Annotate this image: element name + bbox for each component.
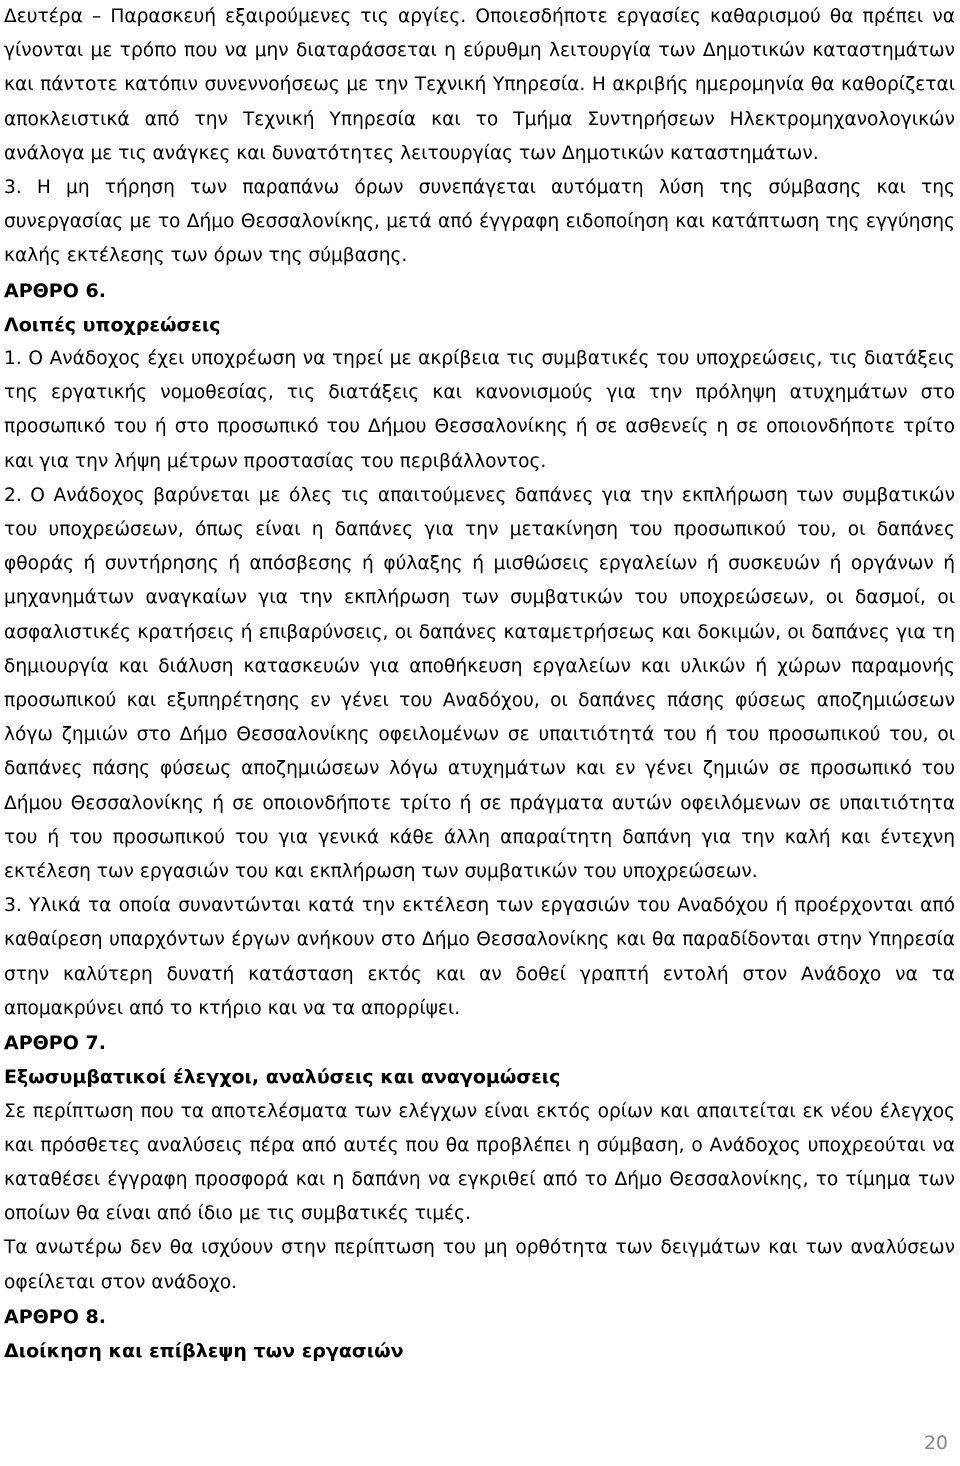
article-6-subtitle: Λοιπές υποχρεώσεις	[4, 313, 221, 336]
article-7-title: ΑΡΘΡΟ 7.	[4, 1032, 106, 1055]
article-8-title: ΑΡΘΡΟ 8.	[4, 1305, 106, 1328]
paragraph-sample-correctness: Τα ανωτέρω δεν θα ισχύουν στην περίπτωση του μη ορθότητα των δειγμάτων και των αναλύσεων οφείλεται στον ανάδοχο.	[4, 1237, 955, 1293]
paragraph-obligations-3: 3. Υλικά τα οποία συναντώνται κατά την εκτέλεση των εργασιών του Αναδόχου ή προέρχονται από καθαίρεση υπαρχόντων έργων ανήκουν στο Δήμο Θεσσαλονίκης και θα παραδίδονται στην Υπηρεσία στην καλύτερη δυνατή κατάσταση εκτός και αν δοθεί γραπτή εντολή στον Ανάδοχο να τα απομακρύνει από το κτήριο και να τα απορρίψει.	[4, 895, 955, 1019]
paragraph-obligations-2: 2. Ο Ανάδοχος βαρύνεται με όλες τις απαιτούμενες δαπάνες για την εκπλήρωση των συμβατικών του υποχρεώσεων, όπως είναι η δαπάνες για την μετακίνηση του προσωπικού του, οι δαπάνες φθοράς ή συντήρησης ή απόσβεσης ή φύλαξης ή μισθώσεις εργαλείων ή συσκευών ή οργάνων ή μηχανημάτων αναγκαίων για την εκπλήρωση των συμβατικών του υποχρεώσεων, οι δασμοί, οι ασφαλιστικές κρατήσεις ή επιβαρύνσεις, οι δαπάνες καταμετρήσεως και δοκιμών, οι δαπάνες για τη δημιουργία και διάλυση κατασκευών για αποθήκευση εργαλείων και υλικών ή χώρων παραμονής προσωπικού και εξυπηρέτησης εν γένει του Αναδόχου, οι δαπάνες πάσης φύσεως αποζημιώσεων λόγω ζημιών στο Δήμο Θεσσαλονίκης οφειλομένων σε υπαιτιότητά του ή του προσωπικού του, οι δαπάνες πάσης φύσεως αποζημιώσεων λόγω ατυχημάτων και εν γένει ζημιών σε προσωπικό του Δήμου Θεσσαλονίκης ή σε οποιονδήποτε τρίτο ή σε πράγματα αυτών οφειλόμενων σε υπαιτιότητα του ή του προσωπικού του για γενικά κάθε άλλη απαραίτητη δαπάνη για την καλή και έντεχνη εκτέλεση των εργασιών του και εκπλήρωση των συμβατικών του υποχρεώσεων.	[4, 484, 955, 883]
article-8-subtitle: Διοίκηση και επίβλεψη των εργασιών	[4, 1339, 404, 1362]
document-page	[4, 0, 955, 1368]
article-7-subtitle: Εξωσυμβατικοί έλεγχοι, αναλύσεις και αναγομώσεις	[4, 1066, 561, 1089]
article-6-title: ΑΡΘΡΟ 6.	[4, 279, 106, 302]
paragraph-cleaning-schedule: Δευτέρα – Παρασκευή εξαιρούμενες τις αργίες. Οποιεσδήποτε εργασίες καθαρισμού θα πρέπει να γίνονται με τρόπο που να μην διαταράσσεται η εύρυθμη λειτουργία των Δημοτικών καταστημάτων και πάντοτε κατόπιν συνεννοήσεως με την Τεχνική Υπηρεσία. Η ακριβής ημερομηνία θα καθορίζεται αποκλειστικά από την Τεχνική Υπηρεσία και το Τμήμα Συντηρήσεων Ηλεκτρομηχανολογικών ανάλογα με τις ανάγκες και δυνατότητες λειτουργίας των Δημοτικών καταστημάτων.	[4, 6, 955, 164]
paragraph-extra-inspections: Σε περίπτωση που τα αποτελέσματα των ελέγχων είναι εκτός ορίων και απαιτείται εκ νέου έλεγχος και πρόσθετες αναλύσεις πέρα από αυτές που θα προβλέπει η σύμβαση, ο Ανάδοχος υποχρεούται να καταθέσει έγγραφη προσφορά και η δαπάνη να εγκριθεί από το Δήμο Θεσσαλονίκης, το τίμημα των οποίων θα είναι από ίδιο με τις συμβατικές τιμές.	[4, 1100, 955, 1225]
paragraph-obligations-1: 1. Ο Ανάδοχος έχει υποχρέωση να τηρεί με ακρίβεια τις συμβατικές του υποχρεώσεις, τις διατάξεις της εργατικής νομοθεσίας, τις διατάξεις και κανονισμούς για την πρόληψη ατυχημάτων στο προσωπικό του ή στο προσωπικό του Δήμου Θεσσαλονίκης ή σε ασθενείς η σε οποιονδήποτε τρίτο και για την λήψη μέτρων προστασίας του περιβάλλοντος.	[4, 348, 955, 472]
paragraph-termination-clause: 3. Η μη τήρηση των παραπάνω όρων συνεπάγεται αυτόματη λύση της σύμβασης και της συνεργασίας με το Δήμο Θεσσαλονίκης, μετά από έγγραφη ειδοποίηση και κατάπτωση της εγγύησης καλής εκτέλεσης των όρων της σύμβασης.	[4, 177, 955, 267]
page-number: 20	[923, 1432, 948, 1454]
